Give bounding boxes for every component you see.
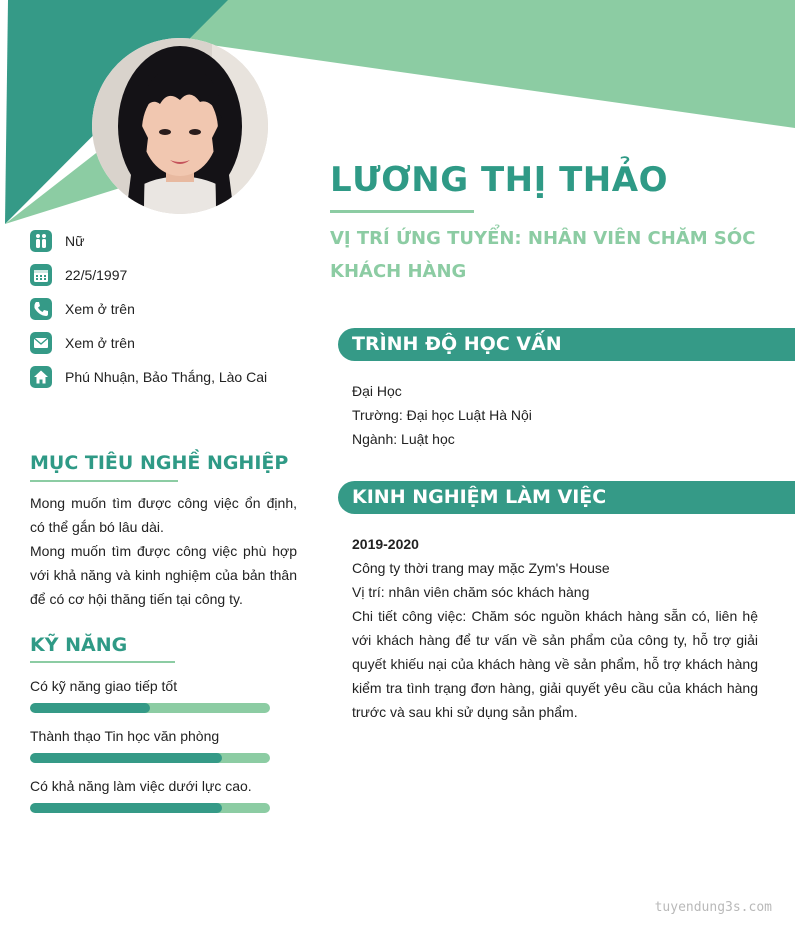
name-underline	[330, 210, 474, 213]
education-heading: TRÌNH ĐỘ HỌC VẤN	[338, 328, 795, 361]
objective-line: Mong muốn tìm được công việc ổn định, có thể gắn bó lâu dài.	[30, 495, 297, 535]
contact-phone-text: Xem ở trên	[65, 301, 135, 317]
contact-address	[30, 360, 267, 394]
phone-icon	[30, 298, 52, 320]
contact-birthday	[30, 258, 267, 292]
education-school: Trường: Đại học Luật Hà Nội	[352, 407, 532, 423]
experience-company: Công ty thời trang may mặc Zym's House	[352, 560, 610, 576]
objective-underline	[30, 480, 178, 482]
skills-underline	[30, 661, 175, 663]
gender-icon	[30, 230, 52, 252]
experience-period: 2019-2020	[352, 536, 419, 552]
experience-detail: Chi tiết công việc: Chăm sóc nguồn khách hàng sẵn có, liên hệ với khách hàng để tư vấn về sản phẩm của công ty, hỗ trợ giải quyết khiếu nại của khách hàng về sản phẩm, hỗ trợ khách hàng kiểm tra tình trạng đơn hàng, giải quyết yêu cầu của khách hàng trước và sau khi sử dụng sản phẩm.	[352, 608, 758, 720]
skill-label: Có kỹ năng giao tiếp tốt	[30, 678, 178, 694]
portrait-photo	[92, 38, 268, 214]
skill-bar	[30, 753, 270, 763]
contact-gender	[30, 224, 267, 258]
skill-bar	[30, 703, 270, 713]
objective-line: Mong muốn tìm được công việc phù hợp với khả năng và kinh nghiệm của bản thân để có cơ hội thăng tiến tại công ty.	[30, 543, 297, 607]
avatar	[92, 38, 268, 214]
calendar-icon	[30, 264, 52, 286]
contact-email-text: Xem ở trên	[65, 335, 135, 351]
contact-phone	[30, 292, 267, 326]
skill-label: Thành thạo Tin học văn phòng	[30, 728, 220, 744]
education-degree: Đại Học	[352, 383, 402, 399]
education-details	[352, 379, 532, 451]
contact-birthday-text: 22/5/1997	[65, 267, 128, 283]
contact-list	[30, 224, 267, 394]
contact-address-text: Phú Nhuận, Bảo Thắng, Lào Cai	[65, 369, 268, 385]
job-position: VỊ TRÍ ỨNG TUYỂN: NHÂN VIÊN CHĂM SÓC KHÁCH HÀNG	[330, 228, 756, 282]
contact-email	[30, 326, 267, 360]
skill-bar-fill	[30, 753, 222, 763]
candidate-name: LƯƠNG THỊ THẢO	[330, 160, 668, 200]
contact-gender-text: Nữ	[65, 233, 85, 249]
skill-bar-fill	[30, 703, 150, 713]
experience-role: Vị trí: nhân viên chăm sóc khách hàng	[352, 584, 590, 600]
watermark: tuyendung3s.com	[654, 900, 772, 915]
experience-details	[352, 532, 758, 724]
objective-heading: MỤC TIÊU NGHỀ NGHIỆP	[30, 452, 289, 474]
experience-heading: KINH NGHIỆM LÀM VIỆC	[338, 481, 795, 514]
education-major: Ngành: Luật học	[352, 431, 455, 447]
skill-label: Có khả năng làm việc dưới lực cao.	[30, 778, 252, 794]
skills-heading: KỸ NĂNG	[30, 634, 128, 656]
skill-bar-fill	[30, 803, 222, 813]
home-icon	[30, 366, 52, 388]
objective-text	[30, 491, 297, 611]
skill-bar	[30, 803, 270, 813]
mail-icon	[30, 332, 52, 354]
